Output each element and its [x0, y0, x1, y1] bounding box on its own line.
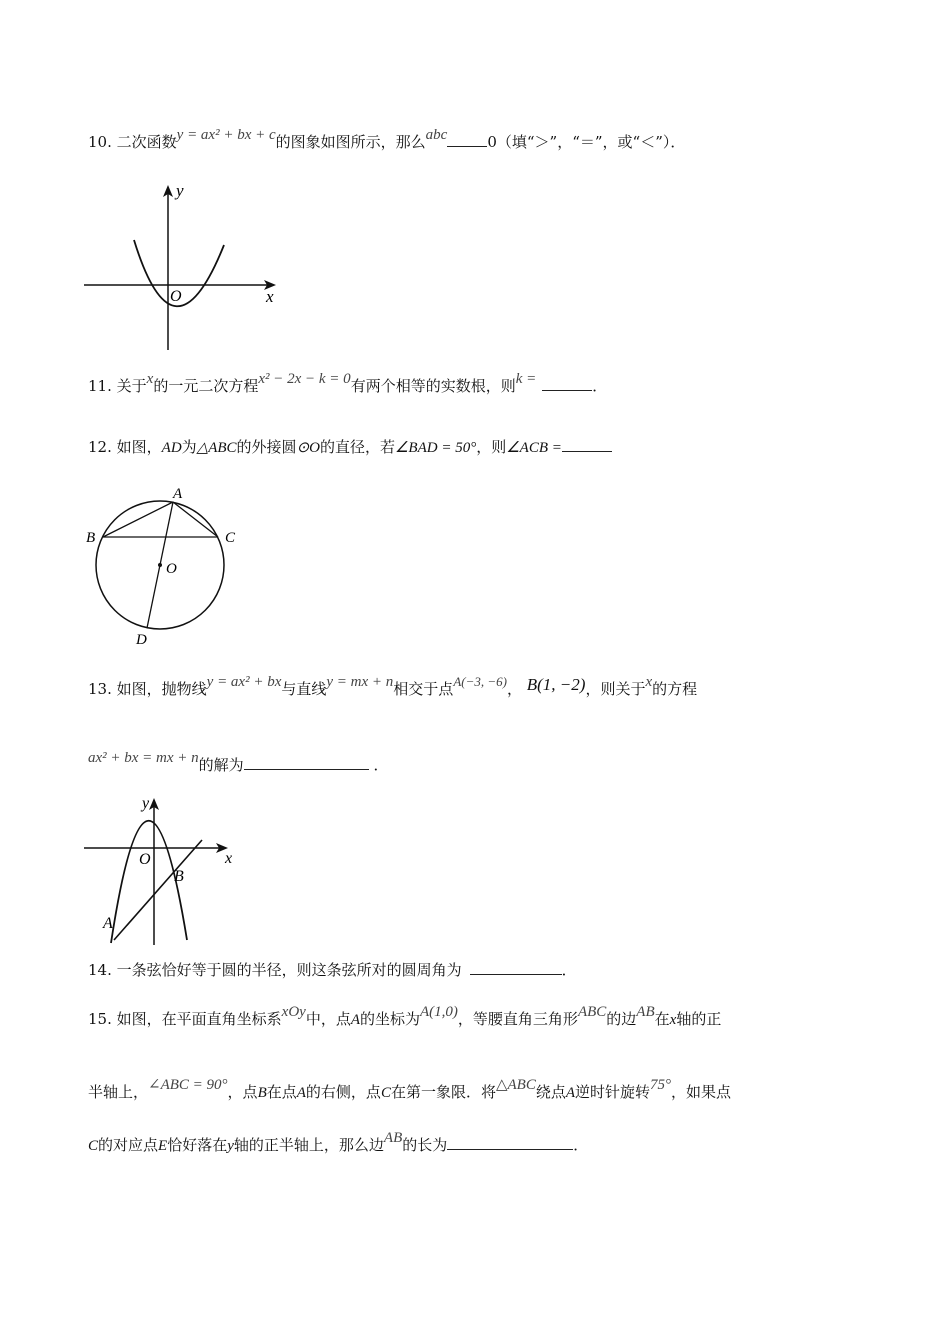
question-text: 的外接圆 — [236, 438, 297, 456]
question-text: ． — [373, 756, 389, 774]
math-expression: ax² + bx = mx + n — [88, 750, 199, 766]
math-expression: AB — [636, 1004, 655, 1020]
center-label: O — [166, 561, 177, 577]
question-15-line-2 — [88, 1077, 732, 1104]
variable: x — [669, 1012, 677, 1028]
origin-label: O — [170, 288, 182, 305]
question-13-line — [88, 674, 698, 701]
question-text: 的坐标为 — [360, 1010, 421, 1028]
answer-blank[interactable] — [470, 960, 562, 975]
math-expression: k = — [515, 371, 537, 387]
question-text: 有两个相等的实数根，则 — [350, 377, 516, 395]
y-axis-label: y — [142, 795, 150, 812]
question-text: 为 — [181, 438, 197, 456]
answer-blank[interactable] — [447, 1135, 573, 1150]
question-text: 的直径，若 — [319, 438, 395, 456]
point-a-label: A — [103, 915, 113, 932]
question-15-line-3 — [88, 1130, 589, 1157]
question-text: 在第一象限．将 — [390, 1083, 496, 1101]
question-11-line — [88, 371, 608, 398]
question-text: 绕点 — [535, 1083, 566, 1101]
point-c-label: C — [225, 530, 236, 546]
math-expression: B(1, −2) — [526, 675, 586, 694]
question-14-line — [88, 959, 577, 981]
question-text: ，等腰直角三角形 — [457, 1010, 578, 1028]
origin-label: O — [139, 851, 151, 868]
question-text: 的对应点 — [98, 1136, 159, 1154]
math-expression: ⊙O — [296, 440, 320, 456]
question-text: ，则关于 — [585, 680, 646, 698]
question-text: 0（填“＞”，“＝”，或“＜”）． — [487, 133, 686, 151]
question-text: 与直线 — [281, 680, 327, 698]
math-expression: A(1,0) — [420, 1004, 458, 1020]
math-expression: △ABC — [495, 1077, 536, 1093]
math-expression: y = mx + n — [326, 674, 394, 690]
math-expression: abc — [425, 127, 448, 143]
chord-ab — [103, 502, 173, 537]
question-text: 的长为 — [402, 1136, 448, 1154]
question-text: ． — [561, 961, 577, 979]
straight-line — [114, 840, 202, 940]
question-text: 的边 — [606, 1010, 637, 1028]
math-expression: x² − 2x − k = 0 — [258, 371, 351, 387]
math-expression: ∠ACB = — [506, 440, 562, 456]
question-text: 二次函数 — [116, 133, 177, 151]
question-12-line — [88, 436, 612, 459]
question-text: 的右侧，点 — [305, 1083, 381, 1101]
question-number: 15. — [88, 1010, 112, 1028]
math-expression: 75° — [650, 1077, 672, 1093]
math-expression: y = ax² + bx + c — [176, 127, 276, 143]
question-text: 如图，在平面直角坐标系 — [116, 1010, 282, 1028]
question-number: 13. — [88, 680, 112, 698]
point-b-label: B — [174, 868, 184, 885]
math-expression: A(−3, −6) — [453, 674, 507, 689]
center-point — [158, 563, 162, 567]
question-text: ，则 — [476, 438, 507, 456]
q12-circle-figure — [84, 485, 254, 650]
math-expression: △ABC — [196, 440, 237, 456]
question-13-line-2 — [88, 750, 389, 777]
math-expression: y = ax² + bx — [206, 674, 282, 690]
math-expression: xOy — [281, 1004, 306, 1020]
variable: E — [158, 1138, 168, 1154]
question-text: 如图，抛物线 — [116, 680, 207, 698]
question-text: ． — [592, 377, 608, 395]
question-text: 轴的正半轴上，那么边 — [233, 1136, 384, 1154]
question-text: 在点 — [266, 1083, 297, 1101]
math-expression: AB — [383, 1130, 403, 1146]
question-text: 相交于点 — [393, 680, 454, 698]
answer-blank[interactable] — [447, 132, 487, 147]
math-expression: AD — [161, 440, 182, 456]
question-number: 14. — [88, 961, 112, 979]
chord-ac — [173, 502, 218, 537]
question-10-line — [88, 127, 686, 154]
x-axis-label: x — [225, 850, 233, 867]
math-expression: x — [645, 674, 653, 690]
variable: B — [257, 1085, 267, 1101]
variable: A — [296, 1085, 306, 1101]
point-d-label: D — [136, 632, 147, 648]
question-15-line — [88, 1004, 722, 1031]
question-text: ，如果点 — [671, 1083, 732, 1101]
question-text: 半轴上， — [88, 1083, 149, 1101]
math-expression: x — [146, 371, 154, 387]
question-text: 如图， — [116, 438, 162, 456]
math-expression: ∠ABC = 90° — [148, 1077, 228, 1093]
math-expression: ∠BAD = 50° — [394, 440, 477, 456]
question-text: 的图象如图所示，那么 — [275, 133, 426, 151]
answer-blank[interactable] — [244, 755, 369, 770]
question-text: 的一元二次方程 — [153, 377, 259, 395]
question-text: 的方程 — [652, 680, 698, 698]
q13-parabola-line-figure — [84, 795, 254, 945]
x-axis-label: x — [266, 287, 274, 306]
answer-blank[interactable] — [542, 376, 592, 391]
answer-blank[interactable] — [562, 437, 612, 452]
y-axis-label: y — [176, 181, 184, 200]
question-text: 恰好落在 — [167, 1136, 228, 1154]
question-text: ． — [573, 1136, 589, 1154]
question-number: 12. — [88, 438, 112, 456]
question-text: 关于 — [116, 377, 147, 395]
question-number: 11. — [88, 377, 112, 395]
point-b-label: B — [86, 530, 96, 546]
variable: C — [380, 1085, 391, 1101]
variable: y — [227, 1138, 234, 1154]
question-text: ， — [506, 680, 522, 698]
variable: A — [350, 1012, 360, 1028]
point-a-label: A — [173, 486, 183, 502]
question-number: 10. — [88, 133, 112, 151]
question-text: 中，点 — [305, 1010, 351, 1028]
question-text: 一条弦恰好等于圆的半径，则这条弦所对的圆周角为 — [116, 961, 462, 979]
question-text: 在 — [654, 1010, 670, 1028]
variable: A — [565, 1085, 576, 1101]
question-text: 轴的正 — [676, 1010, 722, 1028]
question-text: 逆时针旋转 — [575, 1083, 651, 1101]
question-text: ，点 — [227, 1083, 258, 1101]
q10-parabola-figure — [84, 180, 284, 350]
question-text: 的解为 — [198, 756, 244, 774]
variable: C — [88, 1138, 99, 1154]
math-expression: ABC — [577, 1004, 607, 1020]
